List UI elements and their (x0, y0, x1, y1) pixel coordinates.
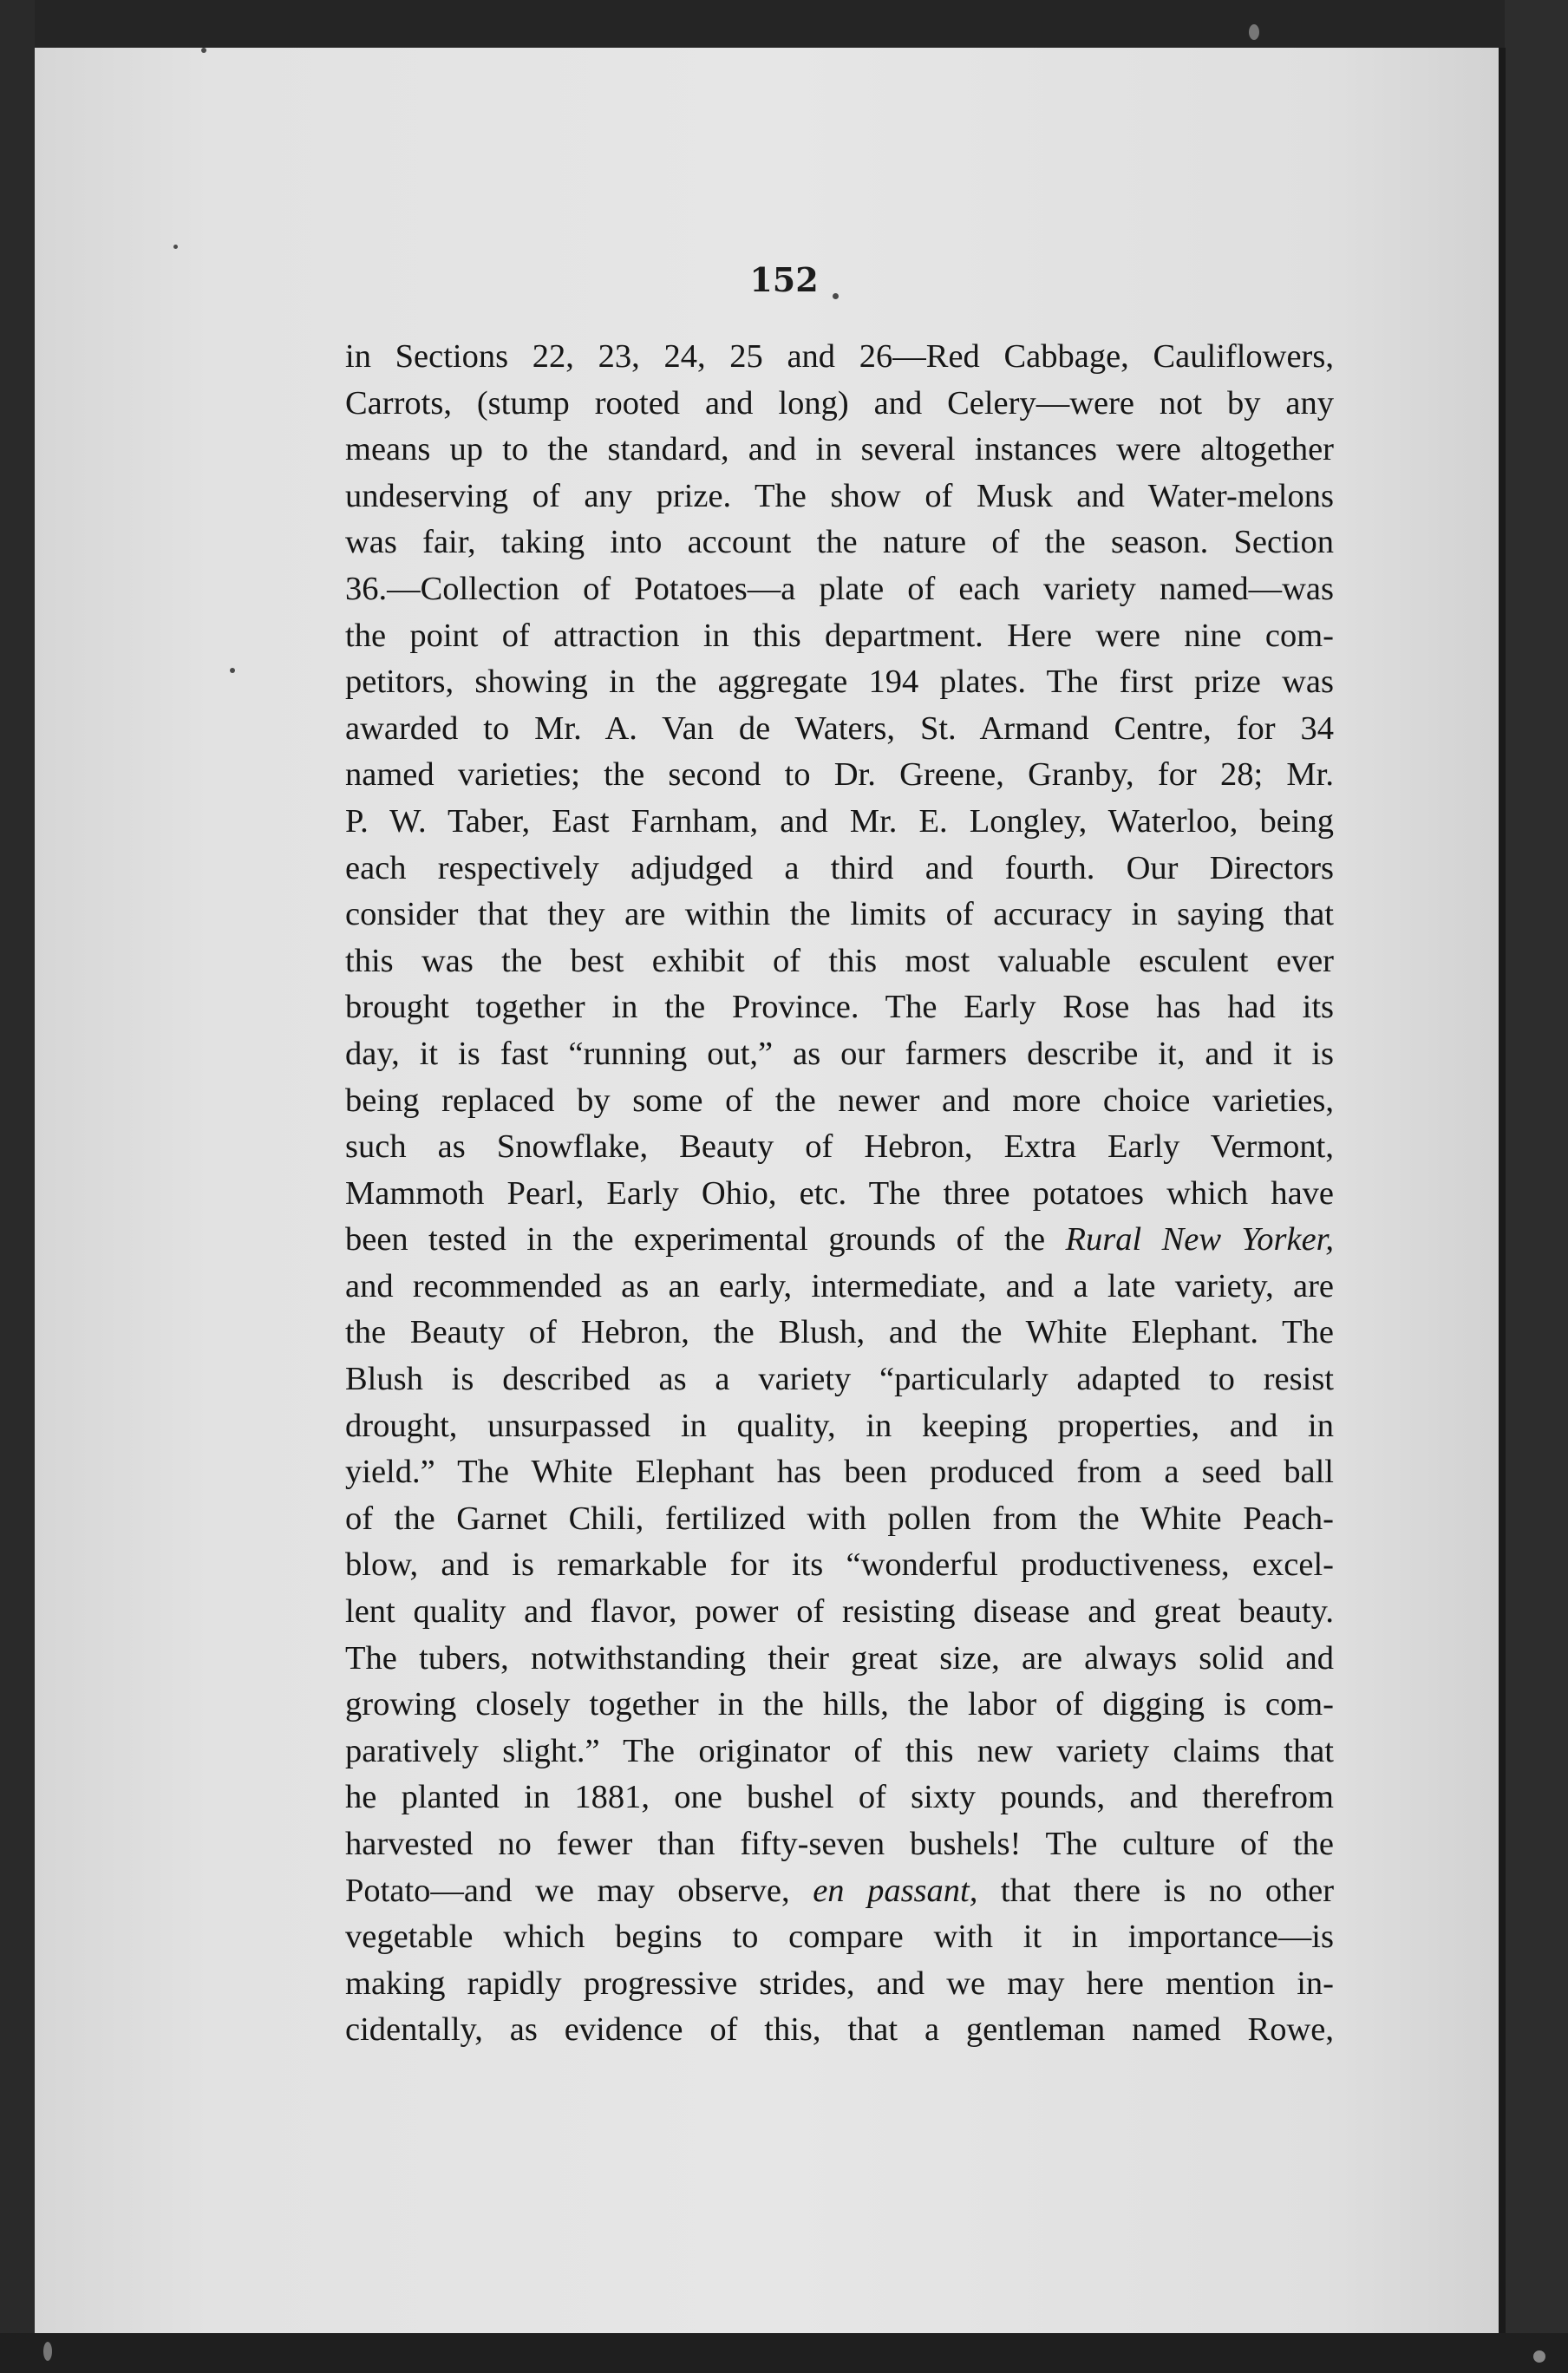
text-line: petitors, showing in the aggregate 194 plates. The first prize was (345, 664, 1334, 701)
scan-border-right (1505, 0, 1568, 2373)
text-line: making rapidly progressive strides, and we may here mention in- (345, 1964, 1334, 2002)
text-line: each respectively adjudged a third and fourth. Our Directors (345, 849, 1334, 886)
italic-phrase: en passant, (813, 1872, 978, 1909)
text-line (345, 1217, 1334, 1264)
text-line: and recommended as an early, intermediate, and a late variety, are (345, 1267, 1334, 1304)
text-line: harvested no fewer than fifty-seven bushels! The culture of the (345, 1826, 1334, 1862)
scan-speck (1533, 2350, 1545, 2363)
text-line: the point of attraction in this department. Here were nine com- (345, 617, 1334, 654)
text-line: Blush is described as a variety “particularly adapted to resist (345, 1361, 1334, 1398)
text-line: growing closely together in the hills, the labor of digging is com- (345, 1686, 1334, 1723)
text-line: awarded to Mr. A. Van de Waters, St. Armand Centre, for 34 (345, 709, 1334, 747)
scan-speck (173, 245, 178, 249)
text-line: paratively slight.” The originator of this new variety claims that (345, 1732, 1334, 1769)
text-line: means up to the standard, and in several instances were altogether (345, 431, 1334, 468)
text-line: 36.—Collection of Potatoes—a plate of each variety named—was (345, 570, 1334, 607)
text-line: named varieties; the second to Dr. Greene, Granby, for 28; Mr. (345, 756, 1334, 794)
text-segment: been tested in the experimental grounds of the (345, 1221, 1046, 1258)
scan-border-bottom (0, 2333, 1568, 2373)
text-line: Mammoth Pearl, Early Ohio, etc. The three potatoes which have (345, 1174, 1334, 1212)
text-line (345, 1868, 1334, 1915)
text-line: the Beauty of Hebron, the Blush, and the White Elephant. The (345, 1314, 1334, 1351)
text-line: vegetable which begins to compare with it in importance—is (345, 1919, 1334, 1956)
text-line: The tubers, notwithstanding their great size, are always solid and (345, 1639, 1334, 1677)
text-line: drought, unsurpassed in quality, in keeping properties, and in (345, 1407, 1334, 1444)
text-line: was fair, taking into account the nature of the season. Section (345, 524, 1334, 561)
text-line: cidentally, as evidence of this, that a gentleman named Rowe, (345, 2011, 1334, 2049)
text-line: being replaced by some of the newer and more choice varieties, (345, 1082, 1334, 1119)
scan-speck (1249, 24, 1259, 40)
text-line: Carrots, (stump rooted and long) and Celery—were not by any (345, 384, 1334, 422)
text-segment: that there is no other (1000, 1872, 1335, 1909)
scan-border-top (0, 0, 1568, 52)
scan-speck (230, 668, 235, 673)
text-line: brought together in the Province. The Early Rose has had its (345, 989, 1334, 1026)
periodical-title: Rural New Yorker, (1065, 1221, 1335, 1258)
scan-speck (201, 48, 206, 53)
text-line: P. W. Taber, East Farnham, and Mr. E. Longley, Waterloo, being (345, 802, 1334, 840)
text-line: of the Garnet Chili, fertilized with pollen from the White Peach- (345, 1500, 1334, 1537)
text-segment: Potato—and we may observe, (345, 1872, 790, 1909)
text-line: he planted in 1881, one bushel of sixty pounds, and therefrom (345, 1779, 1334, 1816)
text-line: blow, and is remarkable for its “wonderful productiveness, excel- (345, 1546, 1334, 1584)
text-line: undeserving of any prize. The show of Musk and Water-melons (345, 477, 1334, 514)
scan-border-left (0, 0, 35, 2373)
text-line: consider that they are within the limits of accuracy in saying that (345, 896, 1334, 933)
text-line: such as Snowflake, Beauty of Hebron, Extra Early Vermont, (345, 1128, 1334, 1166)
scan-speck (43, 2342, 52, 2361)
body-text (345, 334, 1334, 2054)
page-number: 152 (749, 260, 819, 299)
text-line: this was the best exhibit of this most valuable esculent ever (345, 942, 1334, 979)
text-line: day, it is fast “running out,” as our farmers describe it, and it is (345, 1035, 1334, 1072)
page-edge (1499, 48, 1506, 2337)
text-line: yield.” The White Elephant has been produced from a seed ball (345, 1454, 1334, 1491)
text-line: lent quality and flavor, power of resisting disease and great beauty. (345, 1593, 1334, 1631)
text-line: in Sections 22, 23, 24, 25 and 26—Red Cabbage, Cauliflowers, (345, 338, 1334, 375)
